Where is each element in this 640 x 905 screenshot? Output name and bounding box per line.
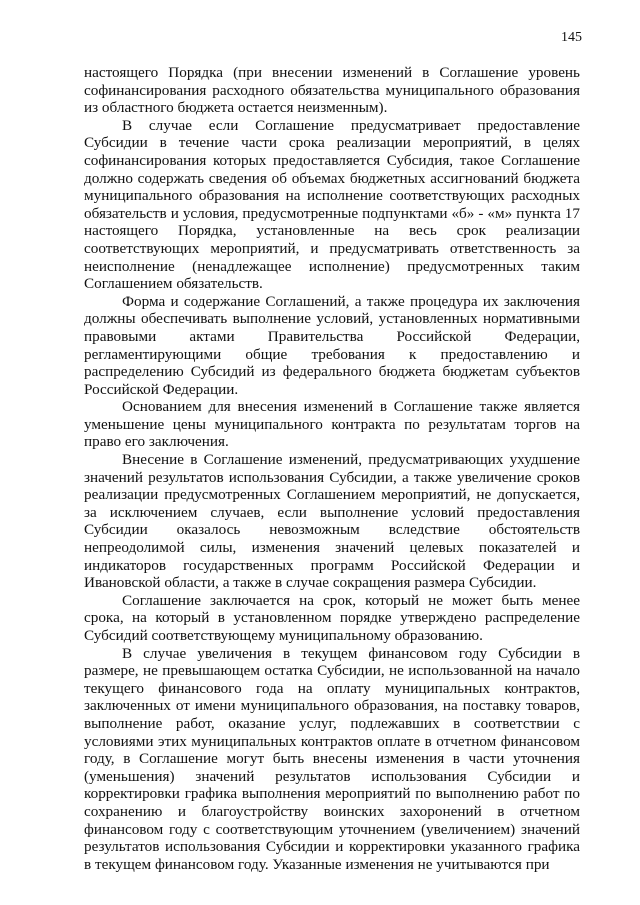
document-body [84, 64, 580, 873]
page-number: 145 [561, 30, 582, 45]
paragraph-5: Внесение в Соглашение изменений, предусматривающих ухудшение значений результатов использования Субсидии, а также увеличение сроков реализации предусмотренных Соглашением мероприятий, не допускается, за исключением случаев, если выполнение условий предоставления Субсидии оказалось невозможным вследствие обстоятельств непреодолимой силы, изменения значений целевых показателей и индикаторов государственных программ Российской Федерации и Ивановской области, а также в случае сокращения размера Субсидии. [84, 451, 580, 592]
paragraph-3: Форма и содержание Соглашений, а также процедура их заключения должны обеспечивать выполнение условий, установленных нормативными правовыми актами Правительства Российской Федерации, регламентирующими общие требования к предоставлению и распределению Субсидий из федерального бюджета бюджетам субъектов Российской Федерации. [84, 292, 580, 398]
paragraph-7: В случае увеличения в текущем финансовом году Субсидии в размере, не превышающем остатка Субсидии, не использованной на начало текущего финансового года на оплату муниципальных контрактов, заключенных от имени муниципального образования, на поставку товаров, выполнение работ, оказание услуг, подлежавших в соответствии с условиями этих муниципальных контрактов оплате в отчетном финансовом году, в Соглашение могут быть внесены изменения в части уточнения (уменьшения) значений результатов использования Субсидии и корректировки графика выполнения мероприятий по выполнению работ по сохранению и благоустройству воинских захоронений в отчетном финансовом году с соответствующим уточнением (увеличением) значений результатов использования Субсидии и корректировки указанного графика в текущем финансовом году. Указанные изменения не учитываются при [84, 644, 580, 873]
paragraph-2: В случае если Соглашение предусматривает предоставление Субсидии в течение части срока реализации мероприятий, в целях софинансирования которых предоставляется Субсидия, такое Соглашение должно содержать сведения об объемах бюджетных ассигнований бюджета муниципального образования на исполнение соответствующих расходных обязательств и условия, предусмотренные подпунктами «б» - «м» пункта 17 настоящего Порядка, установленные на весь срок реализации соответствующих мероприятий, и предусматривать ответственность за неисполнение (ненадлежащее исполнение) предусмотренных таким Соглашением обязательств. [84, 116, 580, 293]
paragraph-4: Основанием для внесения изменений в Соглашение также является уменьшение цены муниципального контракта по результатам торгов на право его заключения. [84, 398, 580, 451]
paragraph-6: Соглашение заключается на срок, который не может быть менее срока, на который в установленном порядке утверждено распределение Субсидий соответствующему муниципальному образованию. [84, 591, 580, 644]
paragraph-1: настоящего Порядка (при внесении изменений в Соглашение уровень софинансирования расходного обязательства муниципального образования из областного бюджета остается неизменным). [84, 64, 580, 117]
